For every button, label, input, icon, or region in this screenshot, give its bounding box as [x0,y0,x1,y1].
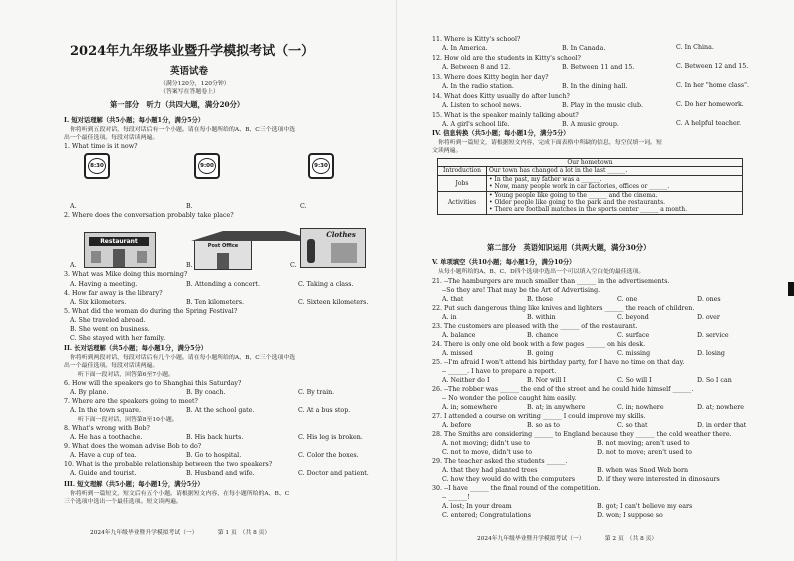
table-cell: Our town has changed a lot in the last ______. [487,167,743,175]
option: B. Nor will I [527,377,566,384]
option: B. at; in anywhere [527,404,586,411]
table-row-label: Introduction [438,167,487,175]
option: B. Ten kilometers. [186,299,244,306]
option: B. when was Snod Web born [597,467,689,474]
option: C. surface [617,332,650,339]
option: D. at; nowhere [697,404,744,411]
option: A. He has a toothache. [70,434,143,441]
question-23: 23. The customers are pleased with the ______ of the restaurant. [432,323,638,330]
sec4-instruction: 你将听到一篇短文，请根据短文内容，完成下面表格中所缺的信息，每空仅填一词。短 [438,140,662,146]
sec1-instruction: 你将听到五段对话，每段对话后有一个小题。请在每小题所给的A、B、C三个选项中选 [70,127,296,133]
option: B. In Canada. [562,45,606,52]
option: A. balance [442,332,476,339]
answer-note: （答案写在答题卷上） [160,89,219,95]
sec5-heading: V. 单项填空（共10小题；每小题1分，满分10分） [432,259,576,266]
sec3-instruction: 你将听到一篇短文，短文后有五个小题。请根据短文内容，在每小题所给的A、B、C [70,491,290,497]
exam-subject: 英语试卷 [170,66,209,77]
question-27: 27. I attended a course on writing ______ I could improve my skills. [432,413,646,420]
option: B. Between 11 and 15. [562,64,635,71]
question-14: 14. What does Kitty usually do after lunch? [432,93,570,100]
question-30: 30. --I have ______ the final round of the competition. [432,485,601,492]
sec5-instruction: 从每小题所给的A、B、C、D四个选项中选出一个可以填入空白处的最佳选项。 [438,269,645,275]
table-cell [487,175,743,191]
sec3-heading: III. 短文理解（共5小题；每小题1分，满分5分） [64,481,204,488]
option: A. that they had planted trees [442,467,538,474]
sec2-instruction: 你将听到两段对话，每段对话后有几个小题。请在每小题所给的A、B、C三个选项中选 [70,355,296,361]
option: D. if they were interested in dinosaurs [597,476,720,483]
clock-time: 8:30 [88,158,106,174]
question-13: 13. Where does Kitty begin her day? [432,74,549,81]
clock-icon [308,153,334,179]
option: A. In the town square. [70,407,141,414]
sec4-instruction: 文读两遍。 [432,148,462,154]
option: C. At a bus stop. [298,407,351,414]
question-7: 7. Where are the speakers going to meet? [64,398,198,405]
option: A. In America. [442,45,488,52]
table-title: Our hometown [438,159,743,167]
option: C. Sixteen kilometers. [298,299,369,306]
table-row-label: Activities [438,191,487,214]
option: B. not moving; aren't used to [597,440,690,447]
restaurant-sign: Restaurant [89,237,149,246]
page-footer: 2024年九年级毕业暨升学模拟考试（一） 第 2 页 （共 8 页） [477,536,658,542]
option: C. In her "home class". [676,82,750,89]
question-12: 12. How old are the students in Kitty's school? [432,55,581,62]
option: B. within [527,314,556,321]
question-8: 8. What's wrong with Bob? [64,425,150,432]
option: A. lost; In your dream [442,503,512,510]
option: A. Having a meeting. [70,281,138,288]
option: A. missed [442,350,473,357]
option: B. At the school gate. [186,407,255,414]
option: A. A girl's school life. [442,121,510,128]
option-letter: A. [70,203,77,210]
table-line: • Older people like going to the park and the restaurants. [489,199,666,207]
option: D. won; I suppose so [597,512,663,519]
option: C. beyond [617,314,649,321]
question-30-reply: -- ______! [442,494,470,501]
option: D. So I can [697,377,732,384]
question-3: 3. What was Mike doing this morning? [64,271,188,278]
question-25-reply: -- ______. I have to prepare a report. [442,368,557,375]
sec1-heading: I. 短对话理解（共5小题；每小题1分，满分5分） [64,117,205,124]
option: A. Neither do I [442,377,490,384]
option: C. So will I [617,377,652,384]
post-office-sign: Post Office [207,243,239,249]
option: B. A music group. [562,121,619,128]
option: C. entered; Congratulations [442,512,531,519]
option: A. Listen to school news. [442,102,522,109]
question-26-reply: -- No wonder the police caught him easily. [442,395,577,402]
clock-icon [84,153,110,179]
option: C. in; nowhere [617,404,664,411]
question-6: 6. How will the speakers go to Shanghai this Saturday? [64,380,242,387]
option: C. so that [617,422,648,429]
option: A. Six kilometers. [70,299,127,306]
option: B. Attending a concert. [186,281,260,288]
table-line: • Now, many people work in car factories, offices or ______. [489,183,670,191]
option: B. In the dining hall. [562,83,628,90]
option-letter: C. [290,262,297,269]
option: C. In China. [676,44,714,51]
clock-time: 9:00 [198,158,216,174]
option: B. She went on business. [70,326,150,333]
option: B. Play in the music club. [562,102,644,109]
sec1-instruction: 出一个最佳选项。每段对话读两遍。 [64,135,159,141]
option: A. In the radio station. [442,83,514,90]
question-28: 28. The Smiths are considering ______ to England because they ______ the cold weather there. [432,431,732,438]
option: A. not moving; didn't use to [442,440,531,447]
option: C. not to move, didn't use to [442,449,533,456]
sec4-heading: IV. 信息转换（共5小题；每小题1分，满分5分） [432,130,570,137]
question-21-reply: --So they are! That may be the Art of Advertising. [442,287,601,294]
option: A. in; somewhere [442,404,498,411]
option: C. Between 12 and 15. [676,63,749,70]
post-office-illustration [194,240,252,270]
option: D. service [697,332,729,339]
time-info: （满分120分，120分钟） [160,81,230,87]
question-2: 2. Where does the conversation probably take place? [64,212,234,219]
option: A. before [442,422,472,429]
option: D. losing [697,350,725,357]
question-11: 11. Where is Kitty's school? [432,36,521,43]
clothes-sign: Clothes [326,230,356,239]
listen-note: 听下面一段对话，回答第8至10小题。 [78,417,178,423]
option: C. Taking a class. [298,281,354,288]
option: A. that [442,296,464,303]
question-26: 26. --The robber was ______ the end of the street and he could hide himself ______. [432,386,694,393]
page-footer: 2024年九年级毕业暨升学模拟考试（一） 第 1 页 （共 8 页） [90,530,271,536]
option-letter: A. [70,262,77,269]
option: A. She traveled abroad. [70,317,146,324]
clock-icon [194,153,220,179]
option: A. in [442,314,457,321]
option: A. Guide and tourist. [70,470,137,477]
option: C. missing [617,350,651,357]
exam-title: 2024年九年级毕业暨升学模拟考试（一） [70,44,315,59]
option: D. over [697,314,720,321]
question-10: 10. What is the probable relationship between the two speakers? [64,461,273,468]
table-row-label: Jobs [438,175,487,191]
part1-heading: 第一部分 听力（共四大题，满分20分） [110,100,245,109]
option: C. how they would do with the computers [442,476,575,483]
question-24: 24. There is only one old book with a few pages ______ on his desk. [432,341,646,348]
option: C. one [617,296,638,303]
option: A. Have a cup of tea. [70,452,137,459]
table-cell [487,191,743,214]
listen-note: 听下面一段对话，回答第6至7小题。 [78,372,174,378]
option: A. Between 8 and 12. [442,64,511,71]
option-letter: C. [300,203,307,210]
page-2 [397,0,794,561]
question-9: 9. What does the woman advise Bob to do? [64,443,202,450]
question-1: 1. What time is it now? [64,143,138,150]
table-line: • There are football matches in the sports center ______ a month. [489,206,688,214]
option: B. got; I can't believe my ears [597,503,693,510]
option: C. By train. [298,389,335,396]
option: B. so as to [527,422,560,429]
option: B. Go to hospital. [186,452,242,459]
restaurant-illustration [84,232,156,268]
option-letter: B. [186,262,193,269]
question-5: 5. What did the woman do during the Spring Festival? [64,308,238,315]
part2-heading: 第二部分 英语知识运用（共两大题，满分30分） [487,243,651,252]
option: C. His leg is broken. [298,434,363,441]
question-4: 4. How far away is the library? [64,290,163,297]
option: A. By plane. [70,389,109,396]
question-21: 21. --The hamburgers are much smaller than ______ in the advertisements. [432,278,670,285]
option: D. not to move; aren't used to [597,449,692,456]
option: B. those [527,296,553,303]
option: D. ones [697,296,721,303]
option: B. By coach. [186,389,226,396]
option: B. chance [527,332,559,339]
table-line: • In the past, my father was a ______. [489,175,602,183]
option: B. going [527,350,554,357]
option: C. Color the boxes. [298,452,359,459]
sec2-heading: II. 长对话理解（共5小题；每小题1分，满分5分） [64,345,208,352]
option: D. in order that [697,422,747,429]
option: B. His back hurts. [186,434,244,441]
sec3-instruction: 三个选项中选出一个最佳选项。短文读两遍。 [64,499,182,505]
option: C. Do her homework. [676,101,744,108]
clothes-shop-illustration [300,228,366,268]
option: C. She stayed with her family. [70,335,166,342]
hometown-table [437,158,743,215]
sec2-instruction: 出一个最佳选项。每段对话读两遍。 [64,363,159,369]
question-29: 29. The teacher asked the students ______. [432,458,568,465]
question-25: 25. --I'm afraid I won't attend his birthday party, for I have no time on that day. [432,359,685,366]
option: B. Husband and wife. [186,470,255,477]
question-22: 22. Put such dangerous thing like knives and lighters ______ the reach of children. [432,305,695,312]
option-letter: B. [186,203,193,210]
binding-mark [788,282,794,296]
table-line: • Young people like going to the ______ and the cinema. [489,191,658,199]
option: C. Doctor and patient. [298,470,369,477]
option: C. A helpful teacher. [676,120,742,127]
clock-time: 9:30 [312,158,330,174]
question-15: 15. What is the speaker mainly talking about? [432,112,579,119]
